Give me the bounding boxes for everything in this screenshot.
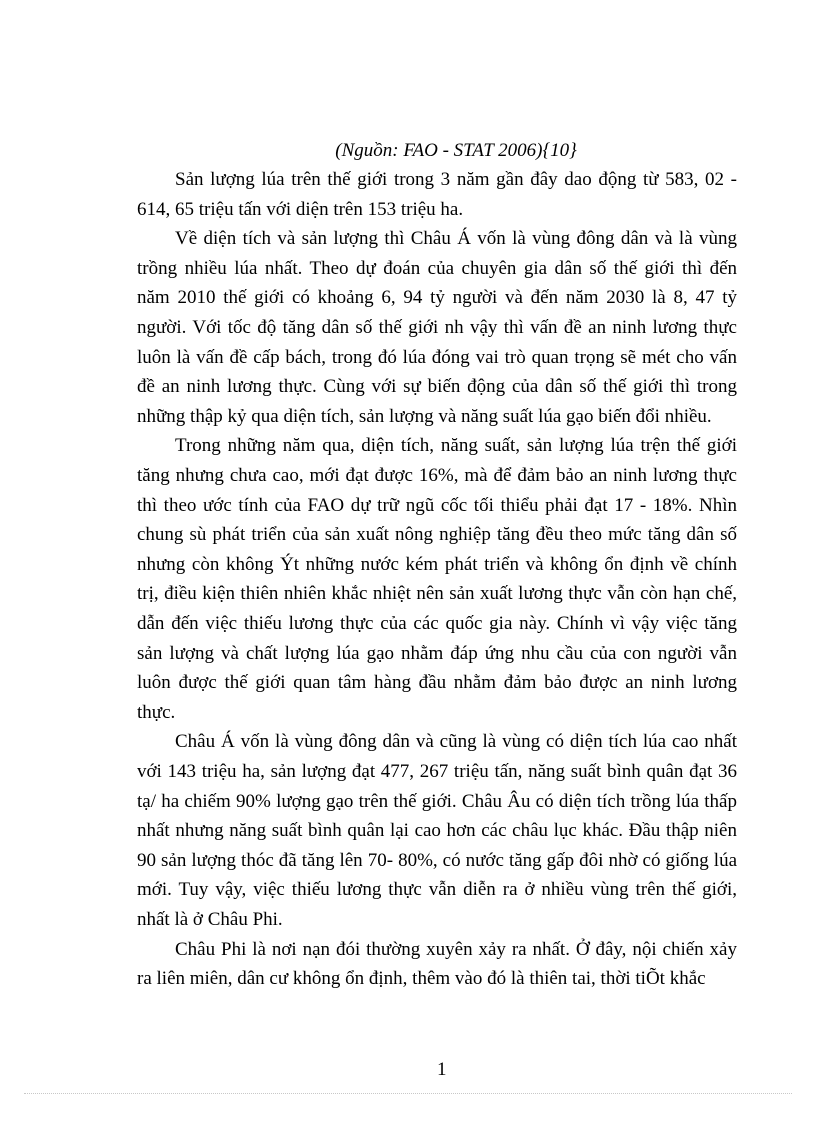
text-line: nhất là ở Châu Phi. <box>137 909 283 930</box>
text-line: Sản lượng lúa trên thế giới trong 3 năm gần đây dao động từ 583, 02 - <box>175 169 737 190</box>
page-number: 1 <box>437 1059 447 1080</box>
text-line: người. Với tốc độ tăng dân số thế giới nh vậy thì vấn đề an ninh lương thực <box>137 317 737 338</box>
text-line: thì theo ước tính của FAO dự trữ ngũ cốc tối thiểu phải đạt 17 - 18%. Nhìn <box>137 495 737 516</box>
text-line: nhưng còn không Ýt những nước kém phát triển và không ổn định về chính <box>137 554 737 575</box>
text-line: những thập kỷ qua diện tích, sản lượng và năng suất lúa gạo biến đổi nhiều. <box>137 406 712 427</box>
text-line: thực. <box>137 702 176 723</box>
source-citation: (Nguồn: FAO - STAT 2006){10} <box>335 140 577 161</box>
text-line: luôn được thế giới quan tâm hàng đầu nhằm đảm bảo được an ninh lương <box>137 672 737 693</box>
text-line: trị, điều kiện thiên nhiên khắc nhiệt nên sản xuất lương thực vẫn còn hạn chế, <box>137 583 737 604</box>
text-line: năm 2010 thế giới có khoảng 6, 94 tỷ người và đến năm 2030 là 8, 47 tỷ <box>137 287 737 308</box>
text-line: Châu Á vốn là vùng đông dân và cũng là vùng có diện tích lúa cao nhất <box>175 731 737 752</box>
text-line: luôn là vấn đề cấp bách, trong đó lúa đóng vai trò quan trọng sẽ mét cho vấn <box>137 347 737 368</box>
text-line: tạ/ ha chiếm 90% lượng gạo trên thế giới. Châu Âu có diện tích trồng lúa thấp <box>137 791 737 812</box>
text-line: Trong những năm qua, diện tích, năng suất, sản lượng lúa trện thế giới <box>175 435 737 456</box>
text-line: với 143 triệu ha, sản lượng đạt 477, 267 triệu tấn, năng suất bình quân đạt 36 <box>137 761 737 782</box>
text-line: trồng nhiều lúa nhất. Theo dự đoán của chuyên gia dân số thế giới thì đến <box>137 258 737 279</box>
text-line: sản lượng và chất lượng lúa gạo nhằm đáp ứng nhu cầu của con người vẫn <box>137 643 737 664</box>
text-line: đề an ninh lương thực. Cùng với sự biến động của dân số thế giới thì trong <box>137 376 737 397</box>
text-line: dẫn đến việc thiếu lương thực của các quốc gia này. Chính vì vậy việc tăng <box>137 613 737 634</box>
text-line: nhất nhưng năng suất bình quân lại cao hơn các châu lục khác. Đầu thập niên <box>137 820 737 841</box>
text-line: 90 sản lượng thóc đã tăng lên 70- 80%, có nước tăng gấp đôi nhờ có giống lúa <box>137 850 737 871</box>
footer-rule <box>24 1093 792 1094</box>
text-line: Về diện tích và sản lượng thì Châu Á vốn là vùng đông dân và là vùng <box>175 228 737 249</box>
text-line: mới. Tuy vậy, việc thiếu lương thực vẫn diễn ra ở nhiều vùng trên thế giới, <box>137 879 737 900</box>
text-line: Châu Phi là nơi nạn đói thường xuyên xảy ra nhất. Ở đây, nội chiến xảy <box>175 939 737 960</box>
text-line: chung sù phát triển của sản xuất nông nghiệp tăng đều theo mức tăng dân số <box>137 524 737 545</box>
text-line: 614, 65 triệu tấn với diện trên 153 triệu ha. <box>137 199 464 220</box>
text-line: ra liên miên, dân cư không ổn định, thêm vào đó là thiên tai, thời tiÕt khắc <box>137 968 706 989</box>
text-line: tăng nhưng chưa cao, mới đạt được 16%, mà để đảm bảo an ninh lương thực <box>137 465 737 486</box>
